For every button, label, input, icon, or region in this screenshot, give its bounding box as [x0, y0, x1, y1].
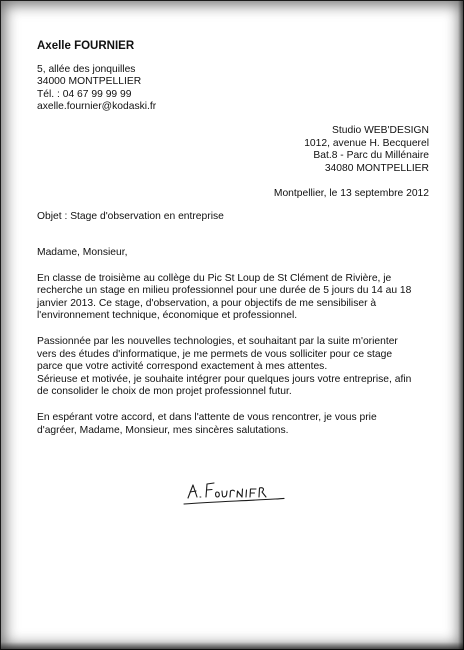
- paragraph-line: de consolider le choix de mon projet professionnel futur.: [37, 386, 292, 398]
- page-shadow-bottom: [0, 642, 464, 650]
- paragraph-line: parce que votre activité correspond exactement à mes attentes.: [37, 361, 328, 373]
- paragraph-line: Sérieuse et motivée, je souhaite intégrer pour quelques jours votre entreprise, afin: [37, 373, 412, 385]
- sender-address-line2: 34000 MONTPELLIER: [37, 76, 142, 87]
- letter-date: Montpellier, le 13 septembre 2012: [273, 188, 429, 199]
- handwritten-signature: [180, 476, 290, 510]
- sender-phone: Tél. : 04 67 99 99 99: [37, 88, 132, 100]
- paragraph-2: [37, 336, 432, 374]
- sender-block: [37, 40, 156, 114]
- paragraph-line: vers des études d'informatique, je me permets de vous solliciter pour ce stage: [37, 348, 393, 360]
- paragraph-line: En classe de troisième au collège du Pic St Loup de St Clément de Rivière, je: [37, 272, 392, 284]
- paragraph-1: [37, 273, 432, 323]
- paragraph-line: l'environnement technique, économique et professionnel.: [37, 310, 298, 322]
- recipient-address-line1: 1012, avenue H. Becquerel: [304, 137, 429, 149]
- sender-address-line1: 5, allée des jonquilles: [37, 63, 136, 75]
- paragraph-line: d'agréer, Madame, Monsieur, mes sincères salutations.: [37, 424, 289, 436]
- letter-body: [37, 247, 432, 450]
- recipient-address-line3: 34080 MONTPELLIER: [324, 162, 429, 174]
- paragraph-line: En espérant votre accord, et dans l'attente de vous rencontrer, je vous prie: [37, 411, 377, 423]
- greeting: Madame, Monsieur,: [37, 247, 128, 258]
- paragraph-3: [37, 374, 432, 399]
- paragraph-line: Passionnée par les nouvelles technologies, et souhaitant par la suite m'orienter: [37, 335, 398, 347]
- recipient-company: Studio WEB'DESIGN: [332, 125, 429, 136]
- paragraph-4: [37, 412, 432, 437]
- paragraph-line: janvier 2013. Ce stage, d'observation, a pour objectifs de me sensibiliser à: [37, 297, 377, 309]
- recipient-block: [304, 125, 429, 175]
- recipient-address-line2: Bat.8 - Parc du Millénaire: [313, 150, 429, 161]
- page-shadow-right: [458, 0, 464, 650]
- sender-name: Axelle FOURNIER: [37, 40, 135, 52]
- letter-subject: Objet : Stage d'observation en entreprise: [37, 211, 224, 222]
- paragraph-line: recherche un stage en milieu professionnel pour une durée de 5 jours du 14 au 18: [37, 285, 412, 297]
- sender-email: axelle.fournier@kodaski.fr: [37, 101, 157, 112]
